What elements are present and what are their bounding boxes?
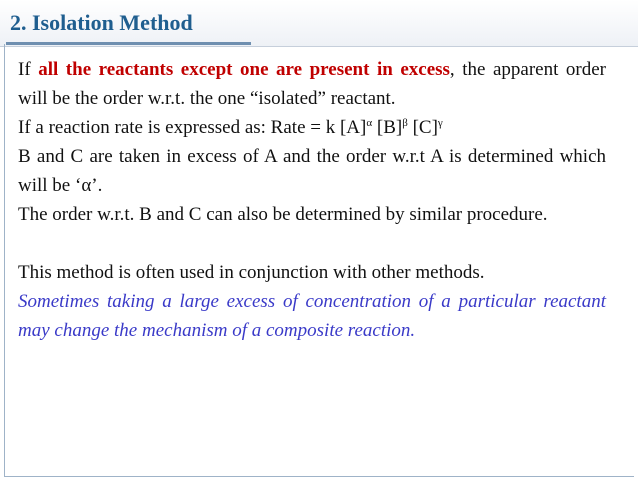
slide-body — [18, 55, 606, 345]
sup-gamma: γ — [437, 117, 443, 129]
slide-title: 2. Isolation Method — [10, 10, 193, 35]
paragraph-excess-b-c: B and C are taken in excess of A and the order w.r.t A is determined which will be ‘α’. — [18, 146, 606, 196]
p1-after: , the apparent order will be the order w.r.t. the one “isolated” reactant. — [18, 59, 606, 109]
left-border — [4, 44, 5, 477]
paragraph-isolation-definition — [18, 55, 606, 113]
paragraph-conjunction: This method is often used in conjunction with other methods. — [18, 262, 485, 283]
title-bar — [0, 0, 638, 47]
title-underline — [6, 42, 251, 45]
p1-before: If — [18, 59, 39, 80]
sup-alpha: α — [366, 117, 373, 129]
p1-highlight: all the reactants except one are present in excess — [38, 59, 450, 80]
paragraph-order-b-c: The order w.r.t. B and C can also be determined by similar procedure. — [18, 204, 548, 225]
rate-c-term: [C] — [407, 117, 438, 138]
rate-expression-text: If a reaction rate is expressed as: Rate = k [A] — [18, 117, 367, 138]
paragraph-mechanism-note: Sometimes taking a large excess of concentration of a particular reactant may change the mechanism of a composite reaction. — [18, 291, 606, 341]
sup-beta: β — [402, 117, 408, 129]
blank-line — [18, 229, 606, 258]
paragraph-rate-expression — [18, 113, 606, 142]
bottom-border — [4, 476, 634, 477]
rate-b-term: [B] — [372, 117, 403, 138]
